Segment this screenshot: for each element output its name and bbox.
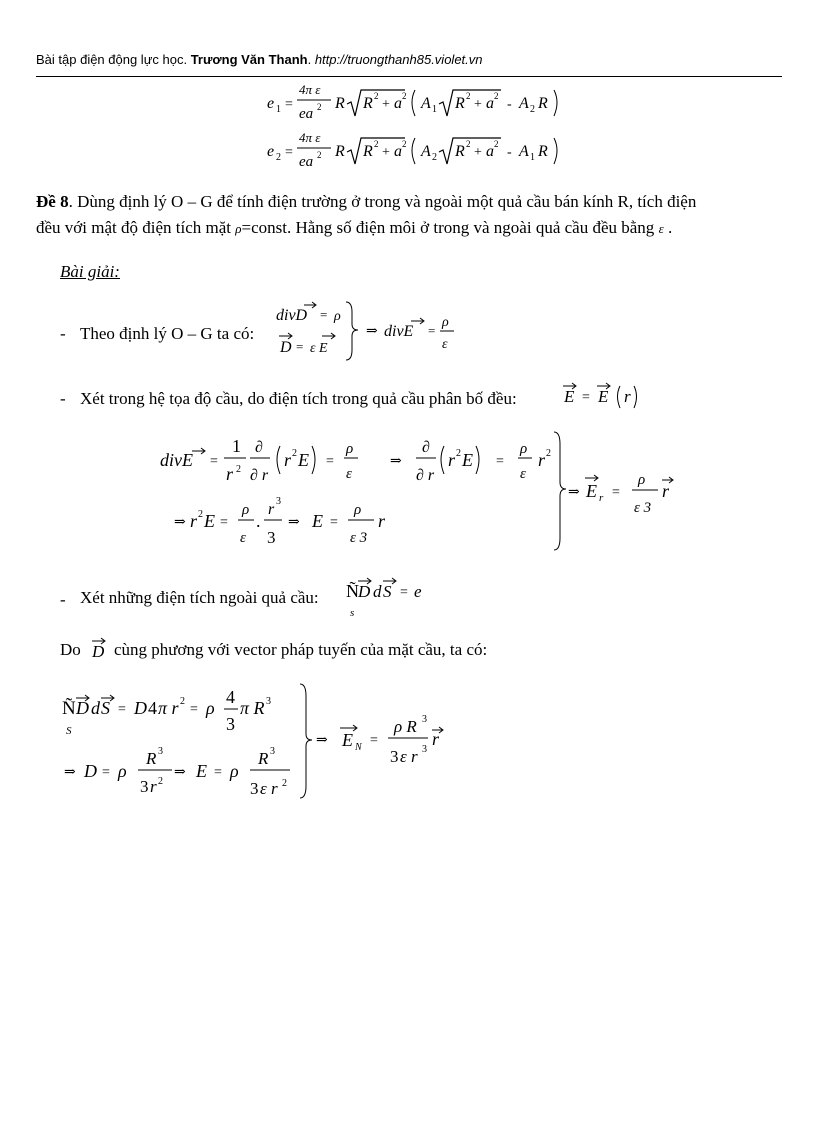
svg-text:A: A bbox=[519, 95, 529, 112]
svg-text:=: = bbox=[370, 733, 378, 748]
svg-text:R: R bbox=[538, 143, 548, 160]
svg-text:ρ: ρ bbox=[354, 502, 362, 518]
svg-text:r: r bbox=[284, 450, 292, 470]
svg-text:∂ r: ∂ r bbox=[416, 467, 435, 484]
bullet-2: - bbox=[60, 389, 66, 408]
svg-text:=: = bbox=[582, 390, 590, 405]
svg-text:ε r: ε r bbox=[400, 747, 418, 766]
svg-text:a: a bbox=[486, 95, 494, 112]
svg-text:=: = bbox=[320, 307, 328, 322]
svg-text:3: 3 bbox=[267, 528, 276, 547]
svg-text:r: r bbox=[226, 464, 234, 484]
svg-text:=: = bbox=[285, 145, 293, 160]
svg-text:2: 2 bbox=[317, 150, 322, 160]
formula-spherical-div bbox=[150, 426, 690, 554]
svg-text:2: 2 bbox=[374, 139, 379, 149]
svg-text:3: 3 bbox=[226, 714, 235, 734]
svg-text:=: = bbox=[296, 339, 304, 354]
svg-text:E: E bbox=[342, 730, 353, 750]
svg-text:s: s bbox=[350, 607, 355, 619]
svg-text:2: 2 bbox=[546, 448, 551, 459]
svg-text:ea: ea bbox=[299, 106, 314, 122]
header-prefix: Bài tập điện động lực học. bbox=[36, 52, 191, 67]
svg-text:1: 1 bbox=[232, 436, 241, 456]
svg-text:r: r bbox=[538, 450, 546, 470]
svg-text:divD: divD bbox=[276, 307, 308, 324]
svg-text:R: R bbox=[335, 143, 345, 160]
header-url[interactable]: http://truongthanh85.violet.vn bbox=[314, 52, 483, 67]
step-2-text: Xét trong hệ tọa độ cầu, do điện tích trong quả cầu phân bố đều: bbox=[80, 389, 517, 408]
svg-text:⇒: ⇒ bbox=[366, 324, 378, 339]
svg-text:N: N bbox=[355, 742, 362, 753]
svg-text:1: 1 bbox=[276, 104, 281, 115]
svg-text:⇒: ⇒ bbox=[390, 454, 402, 469]
svg-text:2: 2 bbox=[466, 139, 471, 149]
svg-text:ε 3: ε 3 bbox=[350, 530, 368, 546]
bullet-3: - bbox=[60, 590, 66, 609]
svg-text:2: 2 bbox=[494, 139, 499, 149]
svg-text:D: D bbox=[280, 339, 292, 356]
svg-text:2: 2 bbox=[292, 448, 297, 459]
svg-text:ε: ε bbox=[240, 530, 246, 546]
svg-text:=: = bbox=[428, 323, 436, 338]
svg-text:4π ε: 4π ε bbox=[299, 130, 321, 145]
svg-text:=: = bbox=[190, 702, 198, 717]
svg-text:ρ: ρ bbox=[346, 441, 354, 457]
svg-text:2: 2 bbox=[432, 152, 437, 163]
svg-text:r: r bbox=[432, 729, 440, 749]
svg-text:ρ: ρ bbox=[230, 761, 239, 781]
svg-text:2: 2 bbox=[198, 509, 203, 520]
svg-text:+: + bbox=[382, 145, 390, 160]
svg-text:⇒: ⇒ bbox=[174, 765, 186, 780]
svg-text:2: 2 bbox=[466, 91, 471, 101]
svg-text:e: e bbox=[267, 143, 275, 160]
svg-text:R: R bbox=[335, 95, 345, 112]
svg-text:R: R bbox=[363, 143, 373, 160]
vector-D-symbol bbox=[88, 632, 112, 662]
svg-text:ε: ε bbox=[520, 466, 526, 482]
svg-text:ρ: ρ bbox=[638, 472, 646, 488]
svg-text:S: S bbox=[383, 582, 392, 601]
svg-text:S: S bbox=[101, 698, 110, 718]
step-4-text-b: cùng phương với vector pháp tuyến của mặt cầu, ta có: bbox=[114, 640, 488, 659]
svg-text:A: A bbox=[421, 143, 431, 160]
svg-text:=: = bbox=[118, 702, 126, 717]
svg-text:=: = bbox=[326, 454, 334, 469]
svg-text:D: D bbox=[134, 698, 147, 718]
header-sep: . bbox=[307, 52, 315, 67]
svg-text:R: R bbox=[363, 95, 373, 112]
svg-text:2: 2 bbox=[494, 91, 499, 101]
svg-text:3: 3 bbox=[266, 696, 271, 707]
svg-text:E: E bbox=[462, 450, 473, 470]
svg-text:+: + bbox=[474, 145, 482, 160]
svg-text:=: = bbox=[220, 515, 228, 530]
svg-text:r: r bbox=[378, 511, 386, 531]
svg-text:ρ: ρ bbox=[206, 698, 215, 718]
svg-text:=: = bbox=[214, 765, 222, 780]
svg-text:ε r: ε r bbox=[260, 779, 278, 798]
svg-text:=: = bbox=[612, 485, 620, 500]
formula-gauss-div bbox=[270, 296, 470, 366]
svg-text:ρ: ρ bbox=[334, 309, 341, 324]
svg-text:ε E: ε E bbox=[310, 341, 328, 356]
svg-text:E: E bbox=[598, 387, 609, 406]
svg-text:.: . bbox=[256, 511, 261, 531]
svg-text:R: R bbox=[455, 143, 465, 160]
svg-text:a: a bbox=[486, 143, 494, 160]
svg-text:2: 2 bbox=[456, 448, 461, 459]
problem-line-1 bbox=[36, 192, 696, 212]
problem-text-2c: . bbox=[667, 218, 673, 237]
svg-text:divE: divE bbox=[384, 323, 414, 340]
svg-text:ρ: ρ bbox=[520, 441, 528, 457]
page-header bbox=[36, 52, 483, 67]
svg-text:R: R bbox=[146, 749, 157, 768]
svg-text:2: 2 bbox=[317, 102, 322, 112]
problem-text-2a: đều với mật độ điện tích mặt bbox=[36, 218, 232, 237]
svg-text:∂: ∂ bbox=[255, 439, 263, 456]
svg-text:A: A bbox=[421, 95, 431, 112]
svg-text:divE: divE bbox=[160, 450, 193, 470]
svg-text:∂: ∂ bbox=[422, 439, 430, 456]
svg-text:2: 2 bbox=[276, 152, 281, 163]
formula-flux-sphere bbox=[60, 678, 460, 808]
problem-text-1: . Dùng định lý O – G để tính điện trường ở trong và ngoài một quả cầu bán kính R, tích điện bbox=[68, 192, 697, 211]
svg-text:ε 3: ε 3 bbox=[634, 500, 652, 516]
svg-text:ρ: ρ bbox=[242, 502, 250, 518]
svg-text:=: = bbox=[210, 454, 218, 469]
svg-text:R: R bbox=[455, 95, 465, 112]
svg-text:2: 2 bbox=[530, 104, 535, 115]
svg-text:-: - bbox=[507, 97, 512, 112]
svg-text:R: R bbox=[258, 749, 269, 768]
step-4-text-a: Do bbox=[60, 640, 81, 659]
header-author: Trương Văn Thanh bbox=[190, 52, 308, 67]
svg-text:D: D bbox=[358, 582, 371, 601]
svg-text:∂ r: ∂ r bbox=[250, 467, 269, 484]
svg-text:Ñ: Ñ bbox=[346, 581, 359, 601]
svg-text:e: e bbox=[414, 582, 422, 601]
svg-text:3: 3 bbox=[140, 777, 149, 796]
svg-text:3: 3 bbox=[270, 746, 275, 757]
solution-heading: Bài giải: bbox=[60, 262, 120, 281]
svg-text:Ñ: Ñ bbox=[62, 698, 76, 719]
svg-text:A: A bbox=[519, 143, 529, 160]
svg-text:r: r bbox=[662, 481, 670, 501]
svg-text:=: = bbox=[330, 515, 338, 530]
svg-text:E: E bbox=[204, 511, 215, 531]
svg-text:D: D bbox=[76, 698, 89, 718]
svg-text:ε: ε bbox=[442, 337, 448, 352]
svg-text:2: 2 bbox=[282, 778, 287, 789]
svg-text:d: d bbox=[91, 698, 100, 718]
svg-text:E: E bbox=[564, 387, 575, 406]
svg-text:e: e bbox=[267, 95, 275, 112]
svg-text:d: d bbox=[373, 582, 382, 601]
step-3-text: Xét những điện tích ngoài quả cầu: bbox=[80, 588, 319, 607]
svg-text:ε: ε bbox=[346, 466, 352, 482]
svg-text:⇒: ⇒ bbox=[64, 765, 76, 780]
svg-text:=: = bbox=[400, 585, 408, 600]
svg-text:⇒: ⇒ bbox=[568, 485, 580, 500]
svg-text:ρ: ρ bbox=[118, 761, 127, 781]
svg-text:1: 1 bbox=[432, 104, 437, 115]
svg-text:4: 4 bbox=[226, 687, 235, 707]
formula-e1-e2 bbox=[255, 78, 585, 178]
problem-line-2 bbox=[36, 218, 672, 239]
svg-text:r: r bbox=[190, 511, 198, 531]
svg-text:D: D bbox=[84, 761, 97, 781]
svg-text:r: r bbox=[624, 387, 631, 406]
svg-text:π r: π r bbox=[158, 698, 179, 718]
svg-text:2: 2 bbox=[374, 91, 379, 101]
svg-text:3: 3 bbox=[422, 714, 427, 725]
problem-label: Đề 8 bbox=[36, 192, 69, 211]
svg-text:+: + bbox=[382, 97, 390, 112]
svg-text:⇒: ⇒ bbox=[316, 733, 328, 748]
svg-text:3: 3 bbox=[158, 746, 163, 757]
svg-text:E: E bbox=[312, 511, 323, 531]
svg-text:4π ε: 4π ε bbox=[299, 82, 321, 97]
svg-text:ea: ea bbox=[299, 154, 314, 170]
svg-text:r: r bbox=[268, 501, 275, 518]
svg-text:r: r bbox=[448, 450, 456, 470]
svg-text:3: 3 bbox=[276, 496, 281, 507]
svg-text:3: 3 bbox=[422, 744, 427, 755]
svg-text:2: 2 bbox=[402, 91, 407, 101]
svg-text:=: = bbox=[285, 97, 293, 112]
svg-text:D: D bbox=[92, 642, 105, 661]
svg-text:E: E bbox=[586, 481, 597, 501]
formula-E-of-r bbox=[562, 378, 652, 412]
svg-text:r: r bbox=[599, 492, 604, 504]
svg-text:R: R bbox=[538, 95, 548, 112]
svg-text:3: 3 bbox=[390, 747, 399, 766]
svg-text:r: r bbox=[150, 777, 157, 796]
svg-text:=: = bbox=[102, 765, 110, 780]
header-rule bbox=[36, 76, 782, 77]
formula-flux-outside bbox=[344, 572, 434, 622]
svg-text:2: 2 bbox=[236, 464, 241, 475]
svg-text:+: + bbox=[474, 97, 482, 112]
svg-text:a: a bbox=[394, 95, 402, 112]
bullet-1: - bbox=[60, 324, 66, 343]
svg-text:π R: π R bbox=[240, 698, 265, 718]
svg-text:-: - bbox=[507, 145, 512, 160]
svg-text:E: E bbox=[196, 761, 207, 781]
svg-text:⇒: ⇒ bbox=[174, 515, 186, 530]
svg-text:E: E bbox=[298, 450, 309, 470]
svg-text:4: 4 bbox=[148, 698, 157, 718]
svg-text:=: = bbox=[496, 454, 504, 469]
svg-text:⇒: ⇒ bbox=[288, 515, 300, 530]
epsilon-symbol: ε bbox=[658, 221, 664, 236]
svg-text:2: 2 bbox=[402, 139, 407, 149]
svg-text:3: 3 bbox=[250, 779, 259, 798]
problem-text-2b: =const. Hằng số điện môi ở trong và ngoài quả cầu đều bằng bbox=[241, 218, 655, 237]
svg-text:a: a bbox=[394, 143, 402, 160]
svg-text:1: 1 bbox=[530, 152, 535, 163]
step-1-text: Theo định lý O – G ta có: bbox=[80, 324, 255, 343]
svg-text:2: 2 bbox=[158, 776, 163, 787]
rho-symbol: ρ bbox=[235, 221, 242, 236]
svg-text:ρ: ρ bbox=[442, 315, 449, 330]
svg-text:S: S bbox=[66, 725, 72, 737]
svg-text:ρ R: ρ R bbox=[394, 717, 417, 736]
svg-text:2: 2 bbox=[180, 696, 185, 707]
